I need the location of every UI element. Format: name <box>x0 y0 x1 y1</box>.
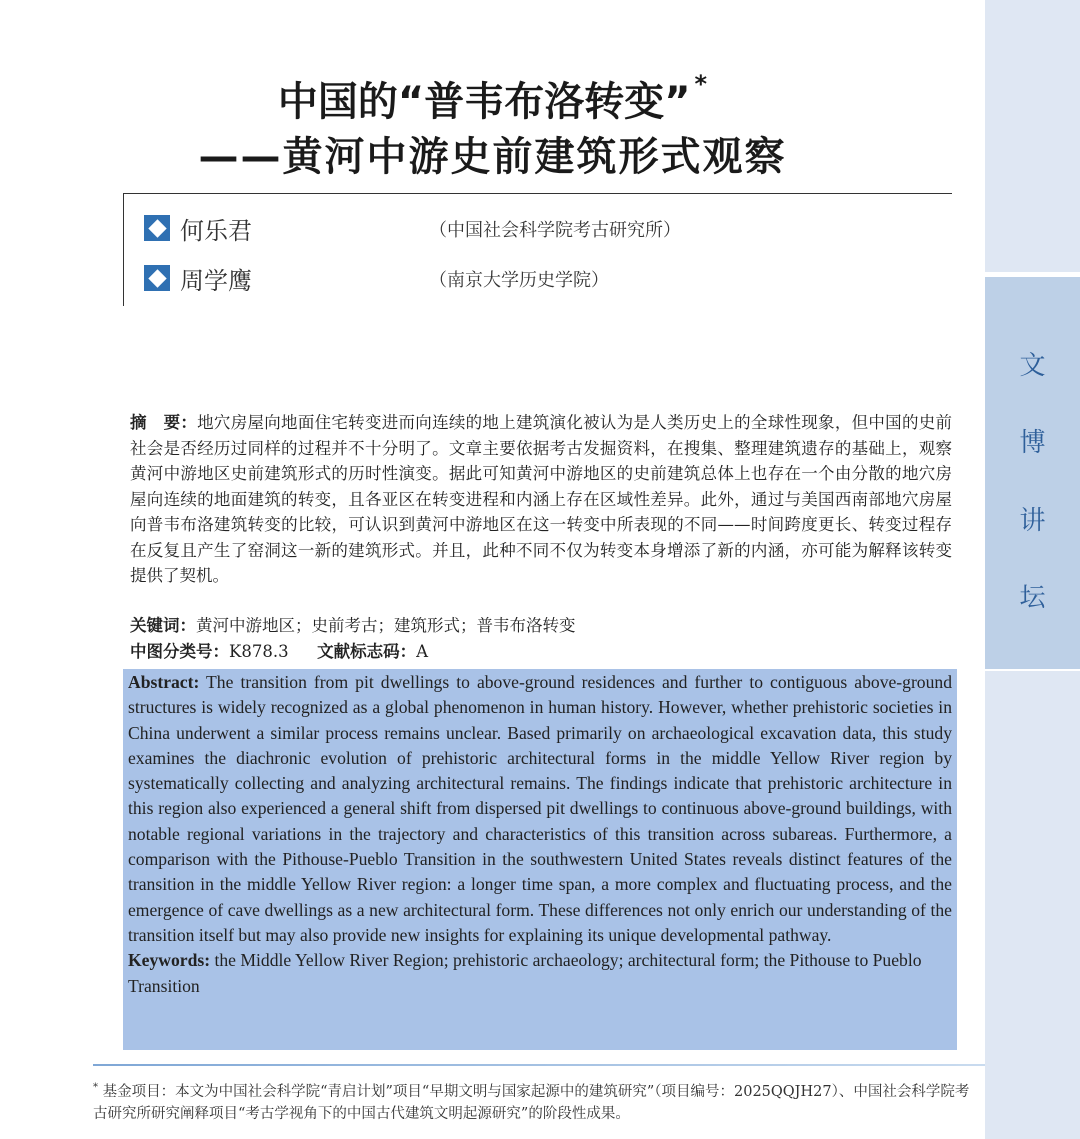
footnote <box>93 1077 973 1125</box>
author-affiliation: （南京大学历史学院） <box>429 270 609 291</box>
keywords-cn-text: 黄河中游地区；史前考古；建筑形式；普韦布洛转变 <box>196 616 576 635</box>
clc-label: 中图分类号： <box>130 642 229 661</box>
sidebar-bottom-panel <box>985 671 1080 1139</box>
abstract-en-label: Abstract: <box>128 672 200 692</box>
section-char-1: 文 <box>1019 351 1046 381</box>
keywords-en-paragraph <box>128 948 952 999</box>
abstract-en <box>128 670 952 999</box>
doc-code-value: A <box>416 642 428 661</box>
section-char-3: 讲 <box>1019 506 1046 536</box>
doc-code-label: 文献标志码： <box>317 642 417 661</box>
sidebar-top-panel <box>985 0 1080 272</box>
title-footnote-mark: * <box>694 70 708 98</box>
author-row <box>144 210 252 246</box>
footnote-text: 基金项目：本文为中国社会科学院“青启计划”项目“早期文明与国家起源中的建筑研究”（项目编号：2025QQJH27）、中国社会科学院考古研究所研究阐释项目“考古学视角下的中国古代建筑文明起源研究”的阶段性成果。 <box>93 1083 970 1122</box>
abstract-en-paragraph <box>128 670 952 948</box>
author-name: 周学鹰 <box>180 266 252 295</box>
keywords-cn-label: 关键词： <box>130 616 196 635</box>
author-name: 何乐君 <box>180 216 252 245</box>
diamond-bullet-icon <box>144 215 170 241</box>
abstract-cn-label: 摘 要： <box>130 413 198 432</box>
footnote-divider <box>93 1064 985 1066</box>
abstract-en-text: The transition from pit dwellings to above-ground residences and further to contiguous above-ground structures is widely recognized as a global phenomenon in human history. However, whether prehistoric societies in China underwent a similar process remains unclear. Based primarily on archaeological excavation data, this study examines the diachronic evolution of prehistoric architectural forms in the middle Yellow River region by systematically collecting and analyzing architectural remains. The findings indicate that prehistoric architecture in this region also experienced a general shift from dispersed pit dwellings to continuous above-ground buildings, with notable regional variations in the trajectory and characteristics of this transition across subareas. Furthermore, a comparison with the Pithouse-Pueblo Transition in the southwestern United States reveals distinct features of the transition in the middle Yellow River region: a longer time span, a more complex and fluctuating process, and the emergence of cave dwellings as a new architectural form. These differences not only enrich our understanding of the transition itself but may also provide new insights for explaining its unique developmental pathway. <box>128 672 952 945</box>
section-char-2: 博 <box>1019 428 1046 458</box>
section-char-4: 坛 <box>1019 583 1046 613</box>
abstract-cn <box>130 410 952 589</box>
keywords-en-text: the Middle Yellow River Region; prehistoric archaeology; architectural form; the Pithouse to Pueblo Transition <box>128 950 922 996</box>
author-block <box>123 193 952 306</box>
diamond-bullet-icon <box>144 265 170 291</box>
abstract-cn-text: 地穴房屋向地面住宅转变进而向连续的地上建筑演化被认为是人类历史上的全球性现象，但中国的史前社会是否经历过同样的过程并不十分明了。文章主要依据考古发掘资料，在搜集、整理建筑遗存的基础上，观察黄河中游地区史前建筑形式的历时性演变。据此可知黄河中游地区的史前建筑总体上也存在一个由分散的地穴房屋向连续的地面建筑的转变，且各亚区在转变进程和内涵上存在区域性差异。此外，通过与美国西南部地穴房屋向普韦布洛建筑转变的比较，可认识到黄河中游地区在这一转变中所表现的不同——时间跨度更长、转变过程存在反复且产生了窑洞这一新的建筑形式。并且，此种不同不仅为转变本身增添了新的内涵，亦可能为解释该转变提供了契机。 <box>130 413 952 585</box>
author-row <box>144 260 252 296</box>
title-main: 中国的“普韦布洛转变” <box>277 79 691 125</box>
keywords-en-label: Keywords: <box>128 950 211 971</box>
article-title <box>0 70 985 127</box>
keywords-cn <box>130 613 952 638</box>
clc-value: K878.3 <box>229 642 289 661</box>
article-subtitle: ——黄河中游史前建筑形式观察 <box>198 134 787 180</box>
author-affiliation: （中国社会科学院考古研究所） <box>429 220 681 241</box>
classification-line <box>130 639 952 664</box>
footnote-mark: * <box>93 1082 98 1093</box>
